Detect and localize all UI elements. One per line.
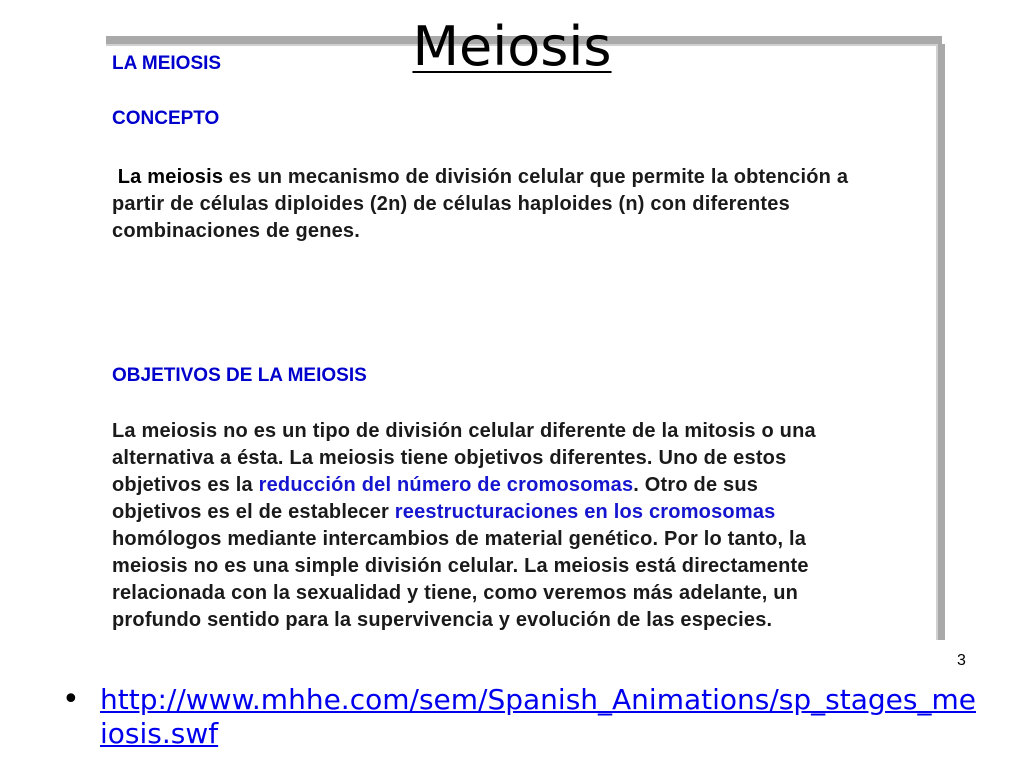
animation-link[interactable]: http://www.mhhe.com/sem/Spanish_Animations/sp_stages_meiosis.swf	[100, 683, 976, 750]
document-frame-right-shadow	[938, 44, 945, 640]
objective-line: meiosis no es una simple división celular. La meiosis está directamente	[112, 555, 809, 577]
concept-paragraph	[112, 164, 934, 245]
objectives-paragraph	[112, 418, 934, 634]
page-number: 3	[957, 652, 966, 669]
concept-line: combinaciones de genes.	[112, 220, 361, 242]
heading-objetivos: OBJETIVOS DE LA MEIOSIS	[112, 365, 367, 386]
concept-line: partir de células diploides (2n) de células haploides (n) con diferentes	[112, 193, 790, 215]
slide-title: Meiosis	[412, 15, 612, 78]
highlight-reestructuraciones: reestructuraciones en los cromosomas	[394, 501, 776, 523]
objective-line: objetivos es el de establecer reestructuraciones en los cromosomas	[112, 501, 776, 523]
objective-line: objetivos es la reducción del número de cromosomas. Otro de sus	[112, 474, 759, 496]
objective-line: alternativa a ésta. La meiosis tiene objetivos diferentes. Uno de estos	[112, 447, 787, 469]
bullet-icon: •	[62, 682, 80, 717]
heading-la-meiosis: LA MEIOSIS	[112, 53, 222, 74]
objective-line: relacionada con la sexualidad y tiene, como veremos más adelante, un	[112, 582, 799, 604]
objective-line: La meiosis no es un tipo de división celular diferente de la mitosis o una	[112, 420, 816, 442]
heading-concepto: CONCEPTO	[112, 108, 220, 129]
objective-line: homólogos mediante intercambios de material genético. Por lo tanto, la	[112, 528, 807, 550]
highlight-reduccion: reducción del número de cromosomas	[258, 474, 634, 496]
objective-line: profundo sentido para la supervivencia y evolución de las especies.	[112, 609, 773, 631]
document-frame-right-inner	[936, 44, 938, 640]
concept-line: La meiosis es un mecanismo de división celular que permite la obtención a	[117, 166, 849, 188]
